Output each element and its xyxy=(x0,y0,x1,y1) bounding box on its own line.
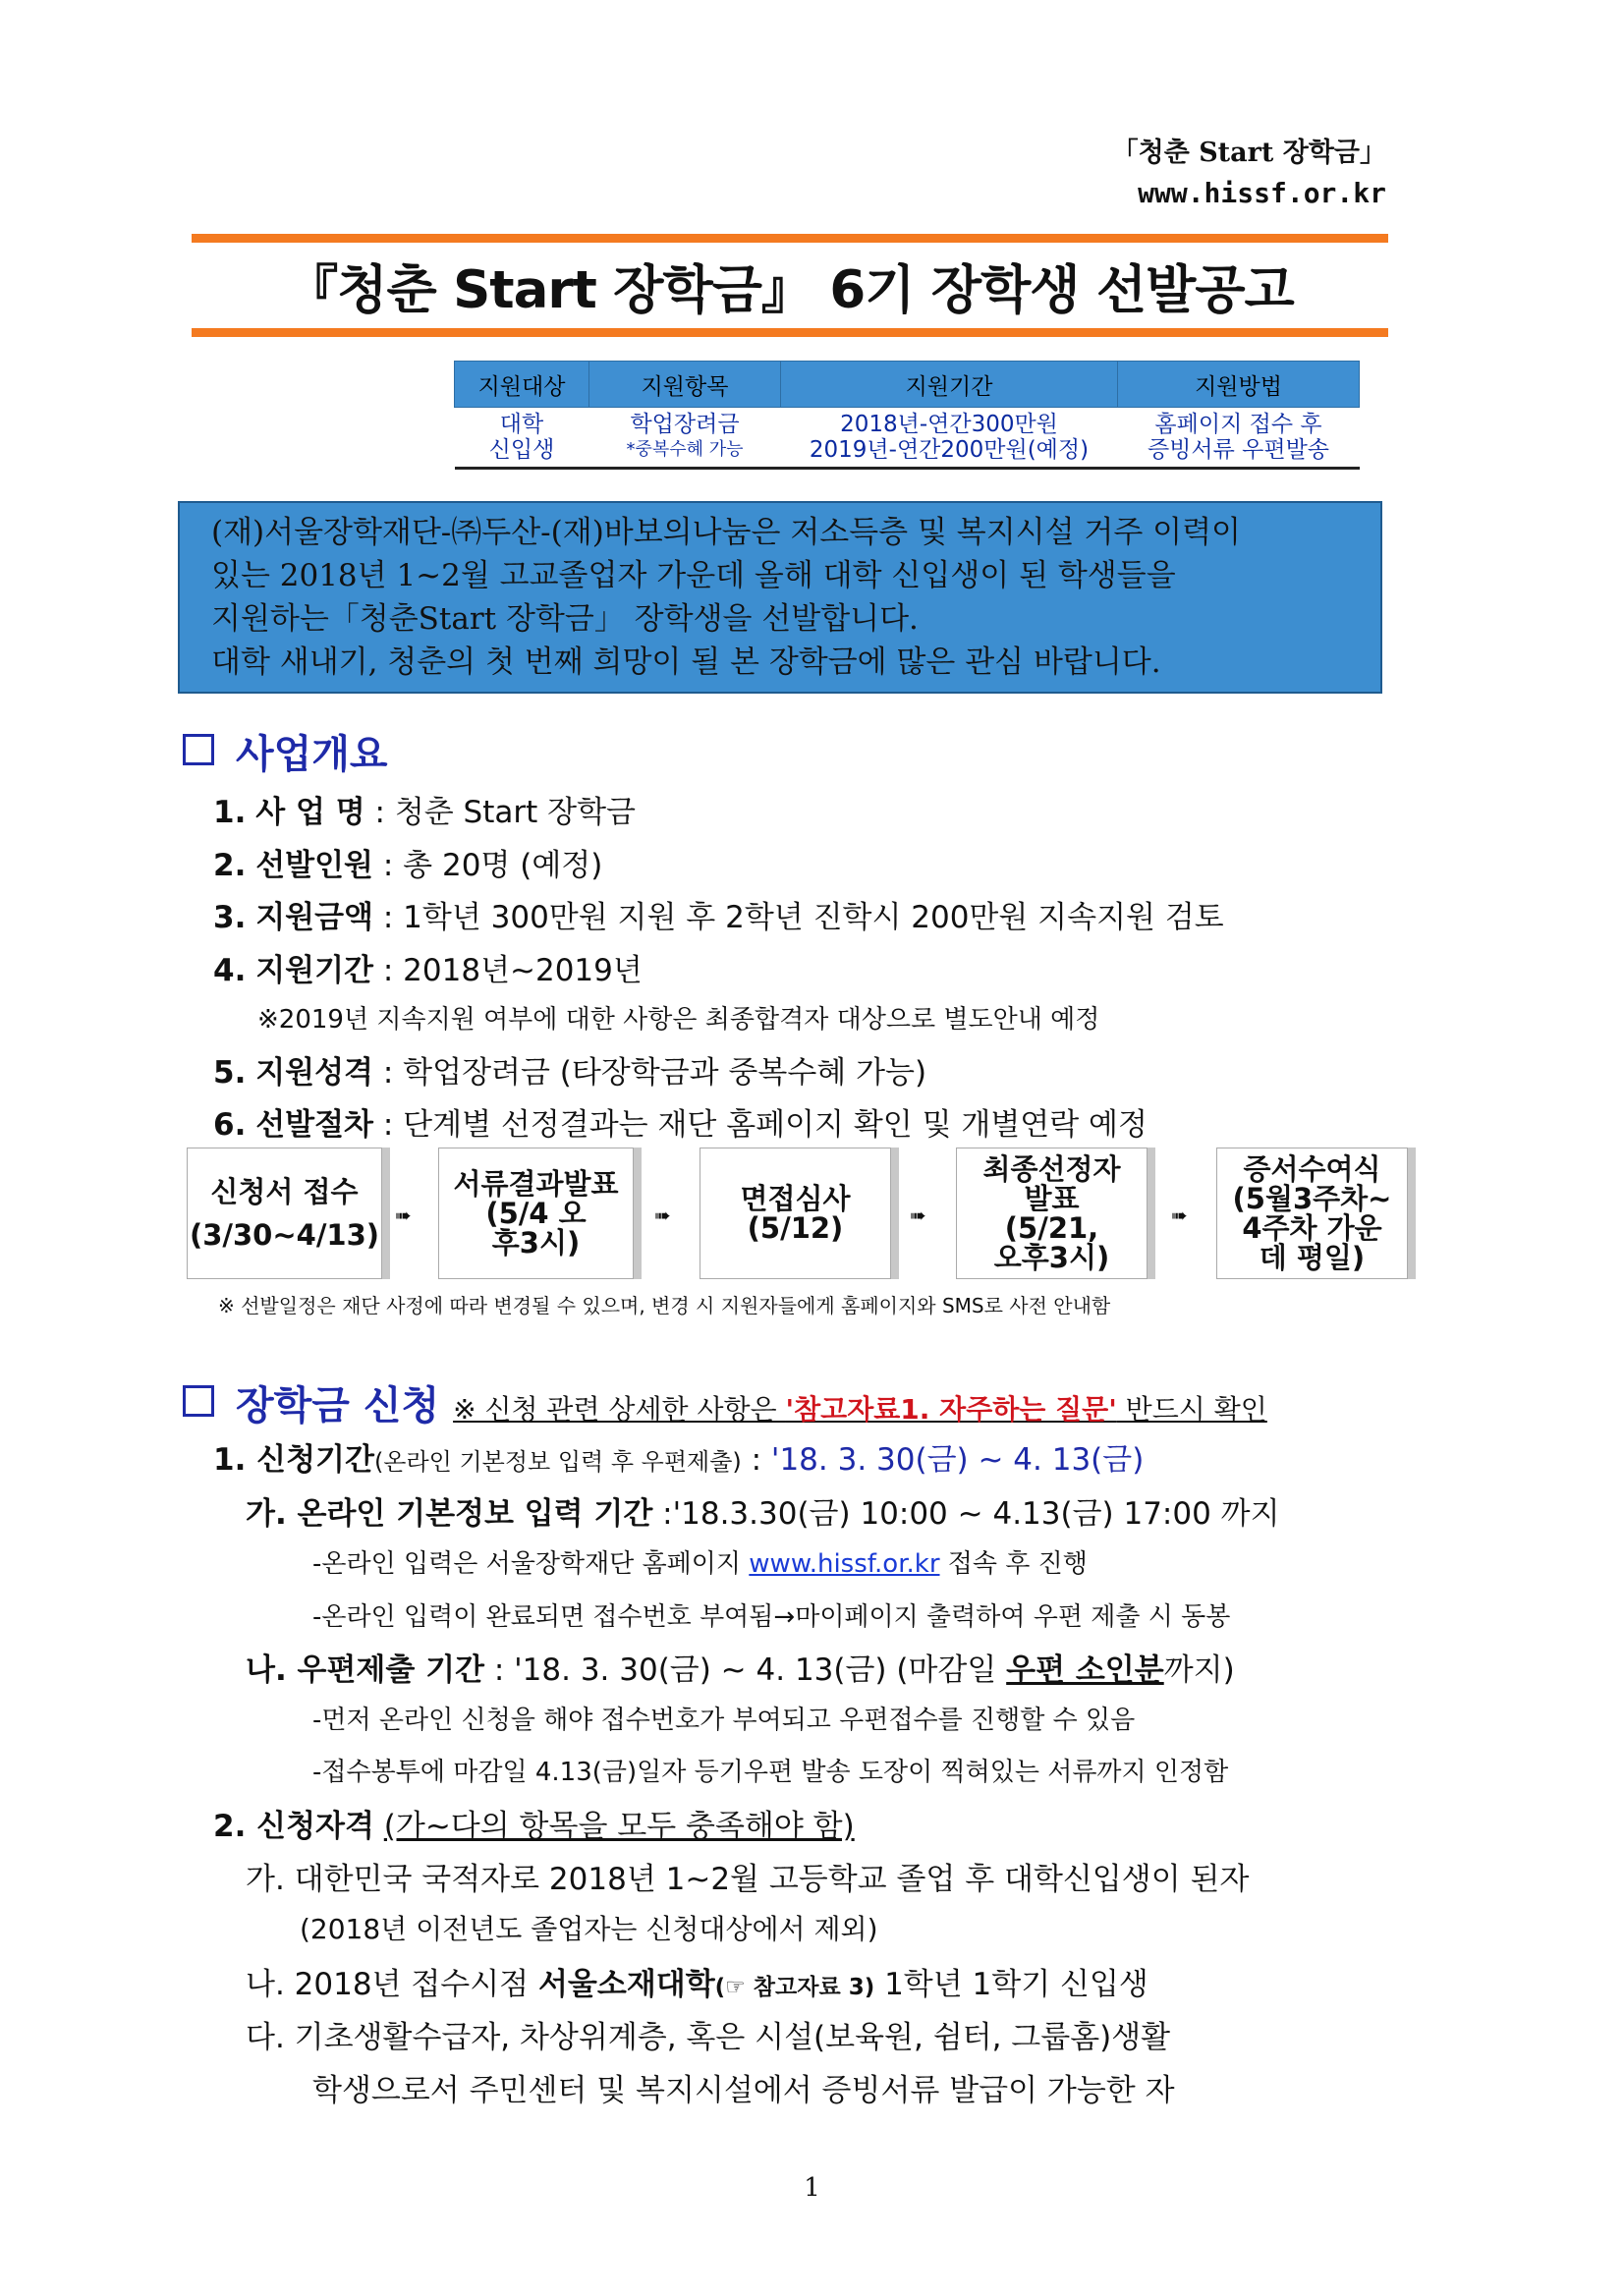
item-value: : 청춘 Start 장학금 xyxy=(374,795,636,830)
application-heading-text: 장학금 신청 xyxy=(236,1383,440,1428)
item-label: 선발인원 xyxy=(255,848,374,883)
summary-item-line: 학업장려금 xyxy=(630,412,740,437)
mail-value-emphasis: 우편 소인분 xyxy=(1006,1652,1164,1688)
overview-heading-text: 사업개요 xyxy=(236,732,388,777)
note-2019: ※2019년 지속지원 여부에 대한 사항은 최종합격자 대상으로 별도안내 예정 xyxy=(257,1005,1100,1035)
summary-period xyxy=(781,408,1118,469)
overview-item-3 xyxy=(213,892,1224,936)
summary-period-line: 2018년-연간300만원 xyxy=(840,412,1058,437)
checkbox-square-icon xyxy=(183,734,214,765)
eligibility-c-2: 학생으로서 주민센터 및 복지시설에서 증빙서류 발급이 가능한 자 xyxy=(312,2073,1175,2108)
step-document-result xyxy=(438,1148,634,1279)
website-link[interactable]: www.hissf.or.kr xyxy=(749,1549,940,1579)
intro-line: 지원하는「청춘Start 장학금」 장학생을 선발합니다. xyxy=(211,601,919,637)
summary-header-target: 지원대상 xyxy=(455,362,589,408)
summary-method-line: 증빙서류 우편발송 xyxy=(1147,437,1330,463)
intro-line: 있는 2018년 1~2월 고교졸업자 가운데 올해 대학 신입생이 된 학생들을 xyxy=(211,558,1176,593)
summary-value-row xyxy=(455,408,1360,469)
eligibility-b xyxy=(246,1959,1148,2003)
summary-item xyxy=(589,408,781,469)
item-num: 4. xyxy=(213,953,247,988)
item-label: 지원기간 xyxy=(255,953,374,988)
online-value: :'18.3.30(금) 10:00 ~ 4.13(금) 17:00 까지 xyxy=(652,1496,1280,1532)
application-period xyxy=(213,1434,1144,1479)
step-title: 면접심사 xyxy=(740,1182,851,1215)
eligibility-c-1: 다. 기초생활수급자, 차상위계층, 혹은 시설(보육원, 쉼터, 그룹홈)생활 xyxy=(246,2020,1171,2055)
item-label: 사 업 명 xyxy=(255,795,365,830)
summary-header-period: 지원기간 xyxy=(781,362,1118,408)
item-value: : 학업장려금 (타장학금과 중복수혜 가능) xyxy=(382,1055,927,1091)
step-title: 최종선정자 발표 xyxy=(982,1152,1121,1215)
period-label: 1. 신청기간 xyxy=(213,1442,374,1478)
overview-item-4 xyxy=(213,945,643,989)
item-value: : 총 20명 (예정) xyxy=(382,848,603,883)
item-label: 지원성격 xyxy=(255,1055,374,1091)
summary-target xyxy=(455,408,589,469)
mail-label: 나. 우편제출 기간 xyxy=(246,1652,484,1688)
step-title: 증서수여식 xyxy=(1243,1152,1381,1186)
online-bullet-2: -온라인 입력이 완료되면 접수번호 부여됨→마이페이지 출력하여 우편 제출 시 동봉 xyxy=(312,1602,1231,1632)
arrow-icon: ➠ xyxy=(910,1204,926,1227)
item-value: : 1학년 300만원 지원 후 2학년 진학시 200만원 지속지원 검토 xyxy=(382,900,1224,935)
website-header: www.hissf.or.kr xyxy=(1138,177,1386,209)
item-num: 1. xyxy=(213,795,247,830)
item-value: : 2018년~2019년 xyxy=(382,953,643,988)
online-label: 가. 온라인 기본정보 입력 기간 xyxy=(246,1496,653,1532)
mail-period xyxy=(246,1645,1235,1689)
summary-header-method: 지원방법 xyxy=(1118,362,1360,408)
elig-ref: (☞ 참고자료 3) xyxy=(714,1975,875,2000)
application-heading xyxy=(183,1374,1267,1430)
overview-item-2 xyxy=(213,840,602,884)
summary-method xyxy=(1118,408,1360,469)
step-interview xyxy=(700,1148,891,1279)
steps-note: ※ 선발일정은 재단 사정에 따라 변경될 수 있으며, 변경 시 지원자들에게 홈페이지와 SMS로 사전 안내함 xyxy=(218,1294,1111,1317)
summary-target-line: 신입생 xyxy=(488,437,555,463)
online-period xyxy=(246,1488,1280,1533)
intro-box xyxy=(178,501,1382,694)
step-sub: (5월3주차~ 4주차 가운데 평일) xyxy=(1232,1182,1392,1274)
summary-target-line: 대학 xyxy=(499,412,544,437)
step-sub: (5/4 오후3시) xyxy=(485,1197,587,1260)
item-label: 선발절차 xyxy=(255,1107,374,1143)
item-num: 2. xyxy=(213,848,247,883)
note-text: 반드시 확인 xyxy=(1116,1393,1267,1426)
overview-item-5 xyxy=(213,1047,926,1092)
summary-period-line: 2019년-연간200만원(예정) xyxy=(809,437,1090,463)
step-title: 신청서 접수 xyxy=(210,1175,359,1208)
top-orange-rule xyxy=(192,234,1388,243)
overview-item-1 xyxy=(213,787,636,831)
summary-header-row xyxy=(455,362,1360,408)
eligibility-a: 가. 대한민국 국적자로 2018년 1~2월 고등학교 졸업 후 대학신입생이 된자 xyxy=(246,1862,1250,1897)
period-paren: (온라인 기본정보 입력 후 우편제출) xyxy=(373,1448,742,1476)
period-value: '18. 3. 30(금) ~ 4. 13(금) xyxy=(770,1442,1145,1478)
item-value: : 단계별 선정결과는 재단 홈페이지 확인 및 개별연락 예정 xyxy=(382,1107,1148,1143)
step-final-result xyxy=(956,1148,1148,1279)
mail-value: : '18. 3. 30(금) ~ 4. 13(금) (마감일 xyxy=(483,1652,1007,1688)
step-application xyxy=(187,1148,382,1279)
elig-paren: (가~다의 항목을 모두 충족해야 함) xyxy=(383,1809,855,1844)
step-title: 서류결과발표 xyxy=(453,1167,619,1201)
summary-header-item: 지원항목 xyxy=(589,362,781,408)
intro-line: (재)서울장학재단-㈜두산-(재)바보의나눔은 저소득층 및 복지시설 거주 이력이 xyxy=(211,515,1241,550)
intro-line: 대학 새내기, 청춘의 첫 번째 희망이 될 본 장학금에 많은 관심 바랍니다. xyxy=(211,644,1161,680)
summary-table xyxy=(454,361,1360,470)
bullet-text: -온라인 입력은 서울장학재단 홈페이지 xyxy=(312,1549,750,1579)
page-title: 『청춘 Start 장학금』 6기 장학생 선발공고 xyxy=(286,260,1294,320)
mail-bullet-1: -먼저 온라인 신청을 해야 접수번호가 부여되고 우편접수를 진행할 수 있음 xyxy=(312,1706,1136,1735)
eligibility-a-note: (2018년 이전년도 졸업자는 신청대상에서 제외) xyxy=(300,1913,878,1945)
step-sub: (5/21, 오후3시) xyxy=(993,1211,1110,1274)
summary-item-note: *중복수혜 가능 xyxy=(626,439,744,460)
elig-text: 1학년 1학기 신입생 xyxy=(874,1967,1148,2002)
item-num: 6. xyxy=(213,1107,247,1143)
page-number: 1 xyxy=(804,2173,820,2203)
application-note xyxy=(453,1393,1267,1426)
arrow-icon: ➠ xyxy=(654,1204,671,1227)
note-highlight: '참고자료1. 자주하는 질문' xyxy=(785,1393,1117,1426)
note-text: ※ 신청 관련 상세한 사항은 xyxy=(453,1393,786,1426)
bullet-text: 접속 후 진행 xyxy=(939,1549,1088,1579)
step-ceremony xyxy=(1216,1148,1408,1279)
item-num: 5. xyxy=(213,1055,247,1091)
mail-bullet-2: -접수봉투에 마감일 4.13(금)일자 등기우편 발송 도장이 찍혀있는 서류까지 인정함 xyxy=(312,1758,1229,1787)
period-colon: : xyxy=(741,1442,771,1478)
elig-label: 2. 신청자격 xyxy=(213,1809,374,1844)
checkbox-square-icon xyxy=(183,1385,214,1417)
eligibility-heading xyxy=(213,1801,855,1845)
summary-method-line: 홈페이지 접수 후 xyxy=(1154,412,1322,437)
online-bullet-1 xyxy=(312,1543,1088,1580)
arrow-icon: ➠ xyxy=(395,1204,412,1227)
program-name-header: 「청춘 Start 장학금」 xyxy=(1111,138,1386,168)
item-label: 지원금액 xyxy=(255,900,374,935)
mail-value: 까지) xyxy=(1163,1652,1235,1688)
step-sub: (5/12) xyxy=(747,1211,844,1245)
overview-item-6 xyxy=(213,1099,1148,1144)
overview-heading xyxy=(183,723,388,779)
arrow-icon: ➠ xyxy=(1171,1204,1188,1227)
bottom-orange-rule xyxy=(192,328,1388,337)
elig-bold: 서울소재대학 xyxy=(537,1967,715,2002)
step-sub: (3/30~4/13) xyxy=(189,1218,380,1252)
item-num: 3. xyxy=(213,900,247,935)
elig-text: 나. 2018년 접수시점 xyxy=(246,1967,538,2002)
